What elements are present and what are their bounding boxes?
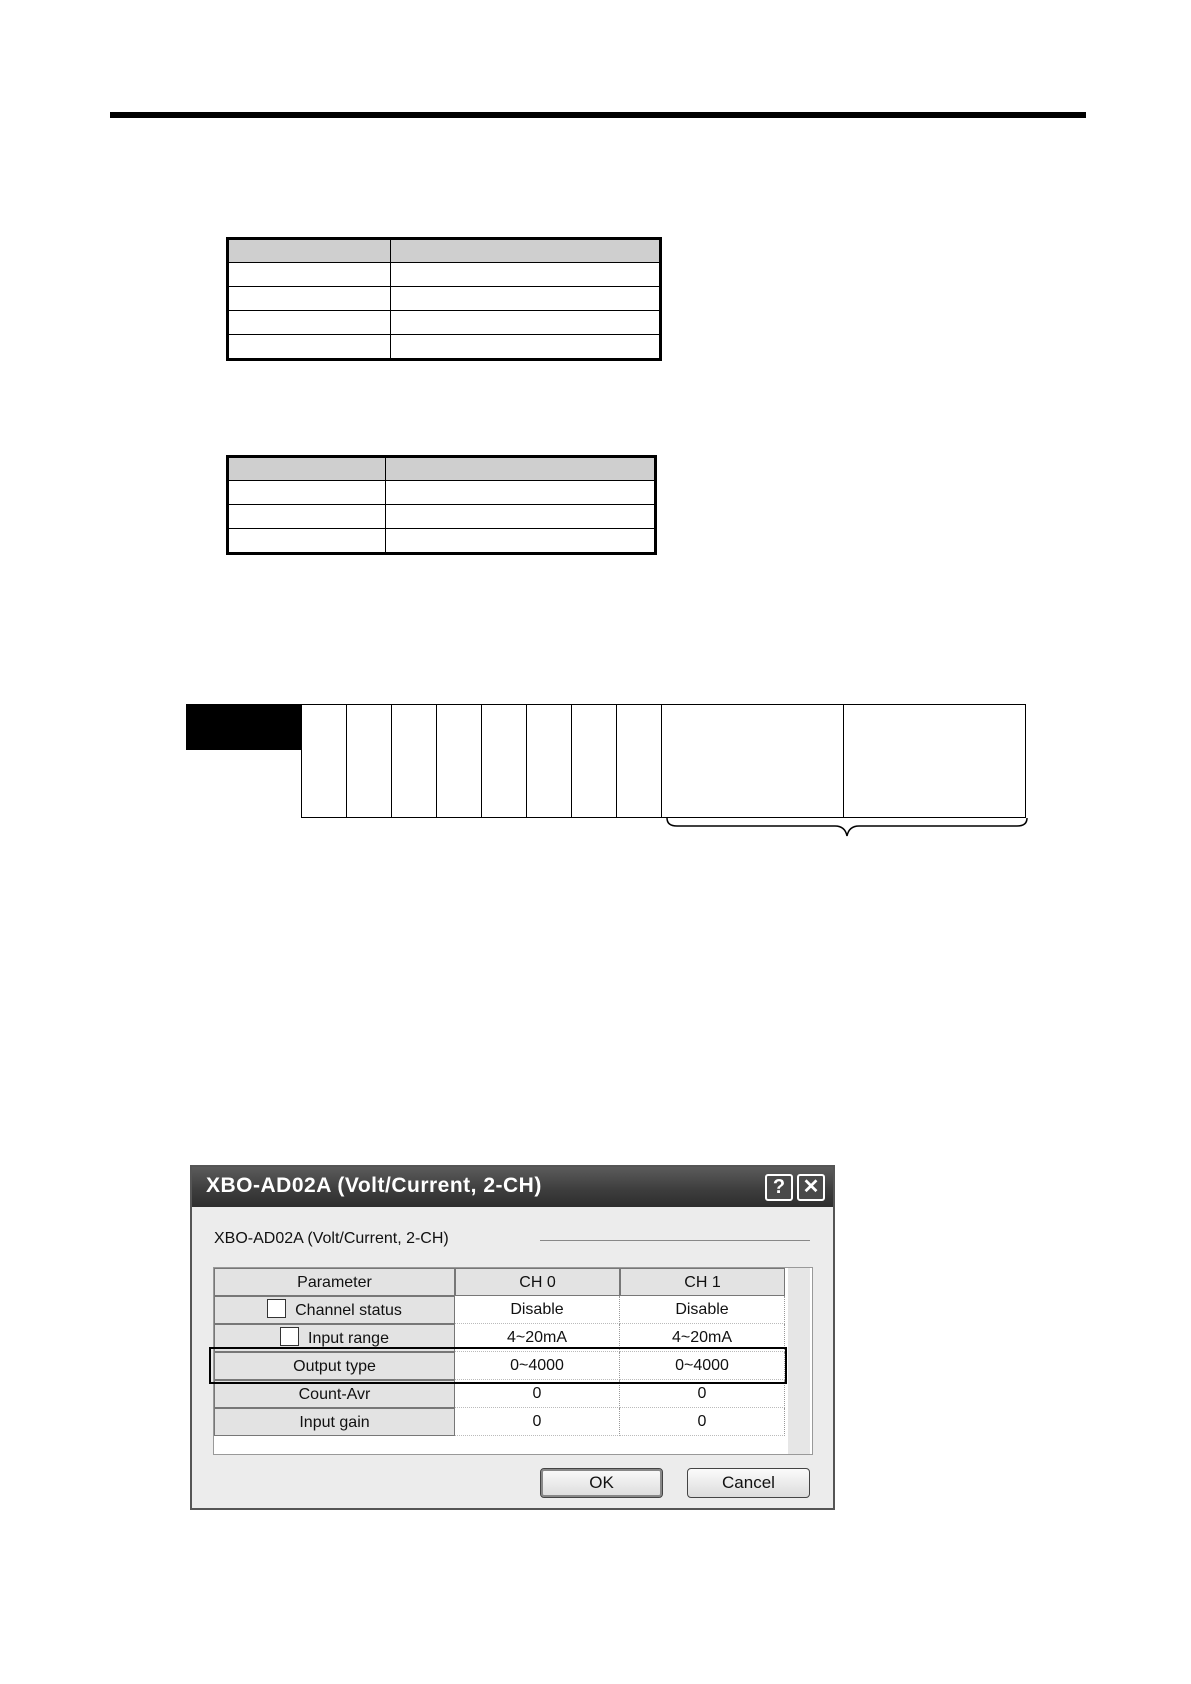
group-caption: XBO-AD02A (Volt/Current, 2-CH) — [214, 1230, 449, 1247]
cancel-button[interactable]: Cancel — [687, 1468, 810, 1498]
param-label-channel-status — [214, 1296, 455, 1324]
module-settings-dialog — [190, 1165, 835, 1510]
output-type-ch0[interactable]: 0~4000 — [455, 1352, 620, 1380]
bit-field — [844, 705, 1026, 817]
channel-status-ch1[interactable]: Disable — [620, 1296, 785, 1324]
bit-cell — [392, 705, 437, 817]
param-label-input-gain: Input gain — [214, 1408, 455, 1436]
dialog-title: XBO-AD02A (Volt/Current, 2-CH) — [206, 1174, 542, 1197]
help-icon[interactable]: ? — [765, 1174, 793, 1201]
bit-register-diagram — [301, 704, 1026, 818]
grid-row-count-avr — [214, 1380, 782, 1408]
count-avr-ch0[interactable]: 0 — [455, 1380, 620, 1408]
bit-field — [662, 705, 844, 817]
input-range-ch0[interactable]: 4~20mA — [455, 1324, 620, 1352]
dialog-titlebar — [192, 1167, 833, 1207]
column-header-parameter: Parameter — [214, 1268, 455, 1296]
bit-cell — [347, 705, 392, 817]
input-gain-ch1[interactable]: 0 — [620, 1408, 785, 1436]
column-header-ch0: CH 0 — [455, 1268, 620, 1296]
grid-row-input-gain — [214, 1408, 782, 1436]
param-label-text: Channel status — [295, 1302, 402, 1319]
param-label-count-avr: Count-Avr — [214, 1380, 455, 1408]
checkbox-icon[interactable] — [267, 1299, 286, 1318]
column-header-ch1: CH 1 — [620, 1268, 785, 1296]
bit-cell — [437, 705, 482, 817]
channel-status-ch0[interactable]: Disable — [455, 1296, 620, 1324]
reference-table-2 — [226, 455, 657, 555]
output-type-highlight-box — [209, 1347, 787, 1384]
grid-scroll-area — [788, 1268, 810, 1454]
bit-cell — [482, 705, 527, 817]
bit-cell — [527, 705, 572, 817]
param-label-output-type: Output type — [214, 1352, 455, 1380]
input-range-ch1[interactable]: 4~20mA — [620, 1324, 785, 1352]
reference-table-1 — [226, 237, 662, 361]
input-gain-ch0[interactable]: 0 — [455, 1408, 620, 1436]
group-divider — [540, 1240, 810, 1241]
param-label-text: Input range — [308, 1330, 389, 1347]
bit-cell — [572, 705, 617, 817]
brace-icon — [665, 816, 1030, 838]
bit-cell — [302, 705, 347, 817]
close-icon[interactable]: ✕ — [797, 1174, 825, 1201]
top-rule — [110, 112, 1086, 118]
output-type-ch1[interactable]: 0~4000 — [620, 1352, 785, 1380]
count-avr-ch1[interactable]: 0 — [620, 1380, 785, 1408]
grid-header-row — [214, 1268, 782, 1296]
checkbox-icon[interactable] — [280, 1327, 299, 1346]
grid-row-channel-status — [214, 1296, 782, 1324]
bit-diagram-label-block — [186, 704, 302, 750]
ok-button[interactable]: OK — [540, 1468, 663, 1498]
bit-cell — [617, 705, 662, 817]
